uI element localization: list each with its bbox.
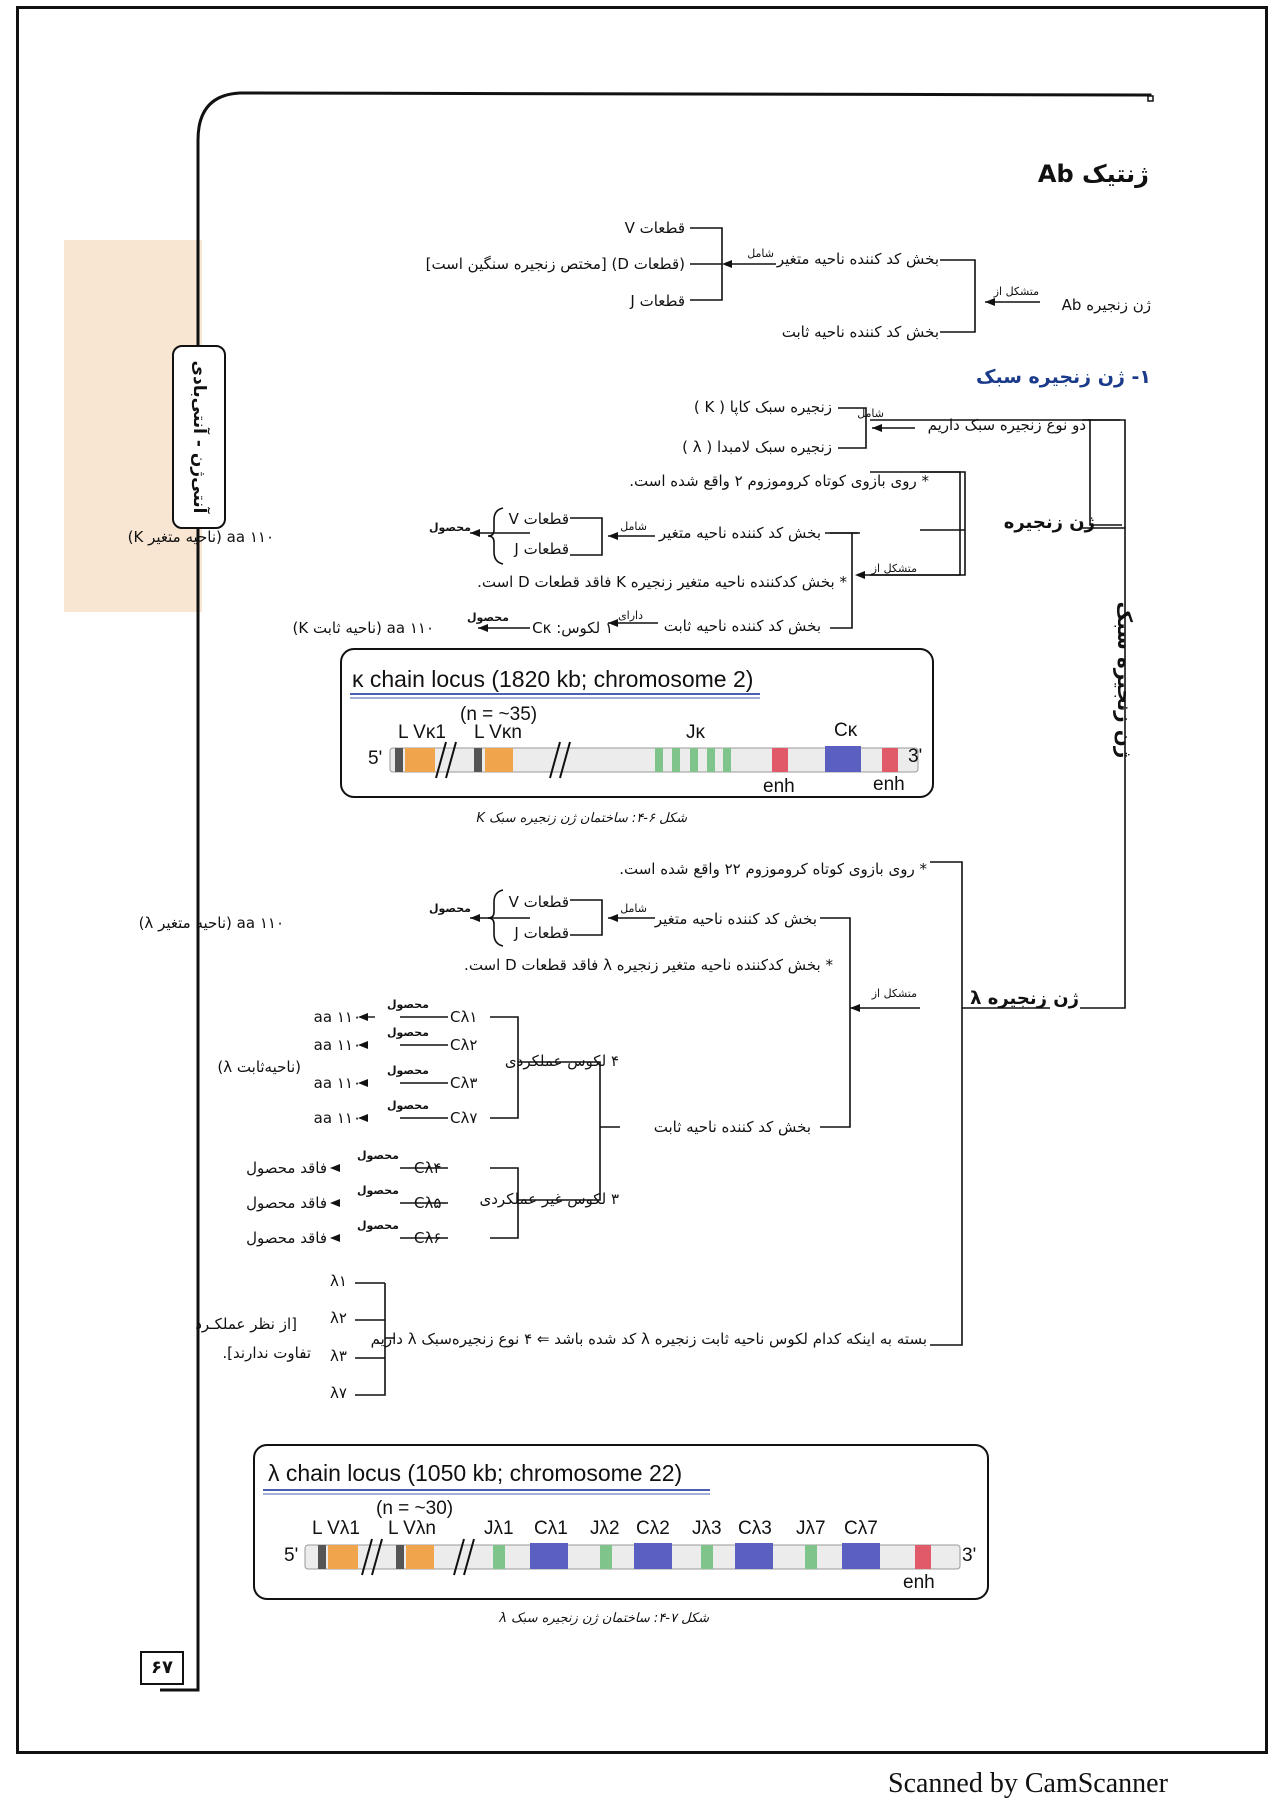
lambda-no-d: * بخش کدکننده ناحیه متغیر زنجیره λ فاقد قطعات D است. — [464, 956, 833, 974]
top-root: ژن زنجیره Ab — [1061, 296, 1151, 314]
kappa-label: ژن زنجیره — [1003, 512, 1095, 533]
kappa-locus-title: κ chain locus (1820 kb; chromosome 2) — [352, 666, 754, 692]
kappa-j-seg: قطعات J — [514, 540, 569, 558]
lambda-j3-label: Jλ3 — [692, 1518, 722, 1539]
kappa-var-part: بخش کد کننده ناحیه متغیر — [658, 524, 821, 542]
lambda-var-part: بخش کد کننده ناحیه متغیر — [654, 910, 817, 928]
top-d-seg: (قطعات D) [مختص زنجیره سنگین است] — [425, 255, 685, 273]
kappa-const-product: ۱۱۰ aa (ناحیه ثابت K) — [292, 619, 434, 637]
func-arrow-7: محصول — [386, 1099, 429, 1112]
lambda-c3-label: Cλ3 — [738, 1518, 772, 1539]
kappa-chain: زنجیره سبک کاپا ( K ) — [693, 398, 832, 416]
kappa-three-prime: 3' — [908, 746, 923, 767]
lambda-c7-label: Cλ7 — [844, 1518, 878, 1539]
lambda-lvn-label: L Vλn — [388, 1518, 436, 1539]
kappa-n-label: (n = ~35) — [460, 704, 538, 725]
kappa-enh2-label: enh — [873, 774, 905, 795]
footer-watermark: Scanned by CamScanner — [888, 1768, 1168, 1799]
top-const-part: بخش کد کننده ناحیه ثابت — [781, 323, 939, 341]
lambda-c1-label: Cλ1 — [534, 1518, 568, 1539]
kappa-no-d: * بخش کدکننده ناحیه متغیر زنجیره K فاقد قطعات D است. — [477, 573, 847, 591]
two-types-arrow: شامل — [857, 407, 884, 420]
nonfunc-arrow-4: محصول — [356, 1149, 399, 1162]
func-product-2: ۱۱۰ aa — [313, 1036, 361, 1054]
kappa-product-arrow: محصول — [428, 521, 471, 534]
lambda-caption: شکل ۷-۴: ساختمان ژن زنجیره سبک λ — [499, 1611, 709, 1626]
kappa-const-arrow: دارای — [618, 609, 643, 622]
lambda-label: ژن زنجیره λ — [970, 988, 1079, 1009]
lambda-c2-label: Cλ2 — [636, 1518, 670, 1539]
lambda-type-2: λ۲ — [330, 1309, 347, 1327]
section-heading: ۱- ژن زنجیره سبک — [976, 366, 1151, 388]
lambda-composed-arrow: متشکل از — [871, 987, 917, 1000]
kappa-var-product: ۱۱۰ aa (ناحیه متغیر K) — [127, 528, 274, 546]
kappa-lvn-label: L Vκn — [474, 722, 522, 743]
func-product-3: ۱۱۰ aa — [313, 1074, 361, 1092]
lambda-locus-title: λ chain locus (1050 kb; chromosome 22) — [268, 1460, 683, 1486]
func-arrow-2: محصول — [386, 1026, 429, 1039]
func-product-7: ۱۱۰ aa — [313, 1109, 361, 1127]
nonfunc-product-6: فاقد محصول — [246, 1229, 327, 1247]
lambda-type-3: λ۳ — [330, 1347, 347, 1365]
kappa-ck-label: Cκ — [834, 720, 858, 741]
nonfunc-arrow-5: محصول — [356, 1184, 399, 1197]
kappa-lv1-label: L Vκ1 — [398, 722, 446, 743]
nonfunc-product-4: فاقد محصول — [246, 1159, 327, 1177]
lambda-j7-label: Jλ7 — [796, 1518, 826, 1539]
top-var-arrow: شامل — [747, 247, 774, 260]
func-note: (ناحیه‌ثابت λ) — [217, 1058, 301, 1076]
func-arrow-3: محصول — [386, 1064, 429, 1077]
lambda-type-7: λ۷ — [330, 1384, 347, 1402]
func-locus-7: Cλ۷ — [450, 1109, 478, 1127]
page-number: ۶۷ — [140, 1651, 184, 1685]
lambda-type-1: λ۱ — [330, 1272, 347, 1290]
func-arrow-1: محصول — [386, 998, 429, 1011]
types-note-1: [از نظر عملکـرد — [195, 1315, 297, 1333]
top-v-seg: قطعات V — [624, 219, 685, 237]
kappa-const-part: بخش کد کننده ناحیه ثابت — [663, 617, 821, 635]
top-var-part: بخش کد کننده ناحیه متغیر — [776, 250, 939, 268]
func-locus-2: Cλ۲ — [450, 1036, 478, 1054]
nonfunc-arrow-6: محصول — [356, 1219, 399, 1232]
lambda-enh-label: enh — [903, 1572, 935, 1593]
two-types: دو نوع زنجیره سبک داریم — [927, 416, 1086, 434]
lambda-four-types: بسته به اینکه کدام لکوس ناحیه ثابت زنجیره λ کد شده باشد ⇐ ۴ نوع زنجیره‌سبک λ داریم — [370, 1330, 927, 1348]
top-j-seg: قطعات J — [630, 292, 685, 310]
func-product-1: ۱۱۰ aa — [313, 1008, 361, 1026]
func-locus-3: Cλ۳ — [450, 1074, 478, 1092]
lambda-const-part: بخش کد کننده ناحیه ثابت — [653, 1118, 811, 1136]
nonfunc-locus-6: Cλ۶ — [414, 1229, 442, 1247]
lambda-v-seg: قطعات V — [508, 893, 569, 911]
func-locus-1: Cλ۱ — [450, 1008, 478, 1026]
kappa-jk-label: Jκ — [686, 722, 705, 743]
kappa-var-arrow: شامل — [620, 520, 647, 533]
nonfunc-locus-5: Cλ۵ — [414, 1194, 442, 1212]
kappa-caption: شکل ۶-۴: ساختمان ژن زنجیره سبک K — [476, 811, 687, 826]
lambda-j2-label: Jλ2 — [590, 1518, 620, 1539]
lambda-j-seg: قطعات J — [514, 924, 569, 942]
vertical-heading: ژن زنجیره سبک — [1113, 601, 1137, 759]
kappa-enh1-label: enh — [763, 776, 795, 797]
lambda-product-arrow: محصول — [428, 902, 471, 915]
lambda-lv1-label: L Vλ1 — [312, 1518, 360, 1539]
types-note-2: تفاوت ندارند]. — [222, 1344, 311, 1362]
lambda-three-prime: 3' — [962, 1545, 977, 1566]
lambda-chain: زنجیره سبک لامبدا ( λ ) — [682, 438, 832, 456]
nonfunc-product-5: فاقد محصول — [246, 1194, 327, 1212]
lambda-var-arrow: شامل — [620, 902, 647, 915]
side-tab: آنتی‌ژن - آنتی‌بادی — [172, 345, 226, 529]
lambda-var-product: ۱۱۰ aa (ناحیه متغیر λ) — [138, 914, 284, 932]
kappa-five-prime: 5' — [368, 748, 383, 769]
lambda-j1-label: Jλ1 — [484, 1518, 514, 1539]
lambda-functional: ۴ لکوس عملکردی — [504, 1052, 619, 1070]
lambda-n-label: (n = ~30) — [376, 1498, 454, 1519]
top-root-arrow: متشکل از — [993, 285, 1039, 298]
kappa-const-product-arrow: محصول — [466, 611, 509, 624]
kappa-location: * روی بازوی کوتاه کروموزوم ۲ واقع شده است. — [629, 472, 929, 490]
kappa-const-loci: ۱ لکوس: Cκ — [532, 619, 613, 637]
lambda-nonfunctional: ۳ لکوس غیر عملکردی — [479, 1190, 619, 1208]
kappa-v-seg: قطعات V — [508, 510, 569, 528]
kappa-composed-arrow: متشکل از — [871, 562, 917, 575]
nonfunc-locus-4: Cλ۴ — [414, 1159, 442, 1177]
lambda-five-prime: 5' — [284, 1545, 299, 1566]
page-title: ژنتیک Ab — [1037, 160, 1149, 188]
lambda-location: * روی بازوی کوتاه کروموزوم ۲۲ واقع شده است. — [619, 860, 927, 878]
